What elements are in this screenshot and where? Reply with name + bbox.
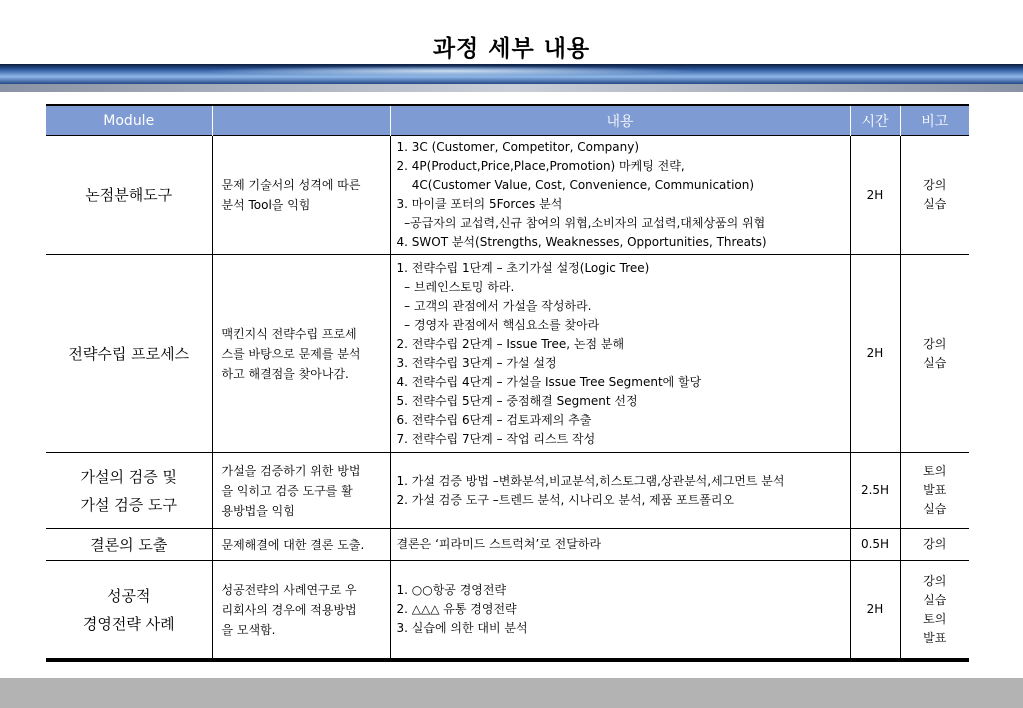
content-line: 3. 전략수립 3단계 – 가설 설정 xyxy=(396,355,557,370)
description-line: 문제해결에 대한 결론 도출. xyxy=(221,537,365,552)
table-row xyxy=(46,529,969,561)
table-header-row xyxy=(46,106,969,136)
table-row xyxy=(46,136,969,255)
note-cell xyxy=(900,529,969,561)
note-item: 발표 xyxy=(923,483,947,497)
content-line: –공급자의 교섭력,신규 참여의 위협,소비자의 교섭력,대체상품의 위협 xyxy=(396,216,766,230)
description-line: 용방법을 익힘 xyxy=(221,503,295,518)
note-item: 실습 xyxy=(923,355,947,370)
module-name: 성공적 xyxy=(107,586,151,605)
time-cell: 2.5H xyxy=(850,453,900,529)
note-item: 강의 xyxy=(923,537,947,551)
content-line: 7. 전략수립 7단계 – 작업 리스트 작성 xyxy=(396,431,596,446)
description-line: 성공전략의 사례연구로 우 xyxy=(221,582,357,597)
module-cell xyxy=(46,561,212,659)
content-cell xyxy=(390,561,850,659)
content-line: 결론은 ‘피라미드 스트럭쳐’로 전달하라 xyxy=(396,537,602,551)
note-item: 토의 xyxy=(923,464,947,478)
description-cell xyxy=(212,136,390,255)
content-line: 4. 전략수립 4단계 – 가설을 Issue Tree Segment에 할당 xyxy=(396,374,702,389)
time-cell: 2H xyxy=(850,136,900,255)
header-note: 비고 xyxy=(900,106,969,136)
description-line: 스를 바탕으로 문제를 분석 xyxy=(221,346,361,361)
content-cell xyxy=(390,136,850,255)
note-cell xyxy=(900,136,969,255)
content-line: 1. 전략수립 1단계 – 초기가설 설정(Logic Tree) xyxy=(396,260,650,275)
content-line: – 경영자 관점에서 핵심요소를 찾아라 xyxy=(396,317,600,332)
content-cell xyxy=(390,529,850,561)
description-line: 가설을 검증하기 위한 방법 xyxy=(221,463,361,478)
content-line: 1. 가설 검증 방법 –변화분석,비교분석,히스토그램,상관분석,세그먼트 분석 xyxy=(396,473,785,488)
content-line: – 고객의 관점에서 가설을 작성하라. xyxy=(396,298,592,313)
module-cell xyxy=(46,453,212,529)
module-name: 결론의 도출 xyxy=(90,535,168,554)
description-cell xyxy=(212,255,390,453)
module-name: 논점분해도구 xyxy=(85,186,173,204)
course-detail-table-wrapper xyxy=(46,104,969,662)
content-line: – 브레인스토밍 하라. xyxy=(396,279,515,294)
content-line: 1. ○○항공 경영전략 xyxy=(396,583,507,597)
content-line: 2. 전략수립 2단계 – Issue Tree, 논점 분해 xyxy=(396,336,625,351)
table-row xyxy=(46,453,969,529)
module-name: 가설의 검증 및 xyxy=(80,467,177,486)
note-cell xyxy=(900,255,969,453)
table-row xyxy=(46,561,969,659)
note-item: 실습 xyxy=(923,502,947,516)
module-cell xyxy=(46,529,212,561)
note-item: 발표 xyxy=(923,630,947,645)
description-line: 리회사의 경우에 적용방법 xyxy=(221,602,357,617)
course-detail-table xyxy=(46,106,969,659)
footer-band xyxy=(0,678,1023,708)
content-cell xyxy=(390,255,850,453)
note-item: 토의 xyxy=(923,611,947,626)
description-cell xyxy=(212,561,390,659)
description-line: 하고 해결점을 찾아나감. xyxy=(221,366,349,381)
content-line: 2. 가설 검증 도구 –트렌드 분석, 시나리오 분석, 제품 포트폴리오 xyxy=(396,492,735,507)
module-name: 가설 검증 도구 xyxy=(80,495,177,514)
header-time: 시간 xyxy=(850,106,900,136)
title-decoration-bar xyxy=(0,64,1023,92)
description-line: 문제 기술서의 성격에 따른 xyxy=(221,178,361,192)
table-row xyxy=(46,255,969,453)
module-name: 전략수립 프로세스 xyxy=(68,344,190,363)
header-content: 내용 xyxy=(390,106,850,136)
description-line: 맥킨지식 전략수립 프로세 xyxy=(221,326,357,341)
module-cell xyxy=(46,255,212,453)
module-name: 경영전략 사례 xyxy=(82,614,175,633)
description-line: 을 모색함. xyxy=(221,622,276,637)
description-cell xyxy=(212,529,390,561)
note-cell xyxy=(900,453,969,529)
content-line: 4. SWOT 분석(Strengths, Weaknesses, Opportunities, Threats) xyxy=(396,235,767,249)
content-line: 3. 실습에 의한 대비 분석 xyxy=(396,621,528,635)
description-cell xyxy=(212,453,390,529)
header-description xyxy=(212,106,390,136)
note-item: 강의 xyxy=(923,573,947,588)
content-cell xyxy=(390,453,850,529)
page-title: 과정 세부 내용 xyxy=(432,36,591,62)
note-cell xyxy=(900,561,969,659)
description-line: 분석 Tool을 익힘 xyxy=(221,198,311,212)
time-cell: 0.5H xyxy=(850,529,900,561)
content-line: 5. 전략수립 5단계 – 중점해결 Segment 선정 xyxy=(396,393,638,408)
content-line: 2. 4P(Product,Price,Place,Promotion) 마케팅 전략, xyxy=(396,159,685,173)
time-cell: 2H xyxy=(850,255,900,453)
content-line: 4C(Customer Value, Cost, Convenience, Communication) xyxy=(396,178,755,192)
module-cell xyxy=(46,136,212,255)
note-item: 실습 xyxy=(923,592,947,607)
time-cell: 2H xyxy=(850,561,900,659)
content-line: 3. 마이클 포터의 5Forces 분석 xyxy=(396,197,563,211)
title-bar-shine xyxy=(200,66,700,76)
note-item: 강의 xyxy=(923,178,947,192)
content-line: 1. 3C (Customer, Competitor, Company) xyxy=(396,140,640,154)
note-item: 실습 xyxy=(923,197,947,211)
content-line: 6. 전략수립 6단계 – 검토과제의 추출 xyxy=(396,412,592,427)
content-line: 2. △△△ 유통 경영전략 xyxy=(396,602,517,616)
description-line: 을 익히고 검증 도구를 활 xyxy=(221,483,353,498)
note-item: 강의 xyxy=(923,336,947,351)
header-module: Module xyxy=(46,106,212,136)
